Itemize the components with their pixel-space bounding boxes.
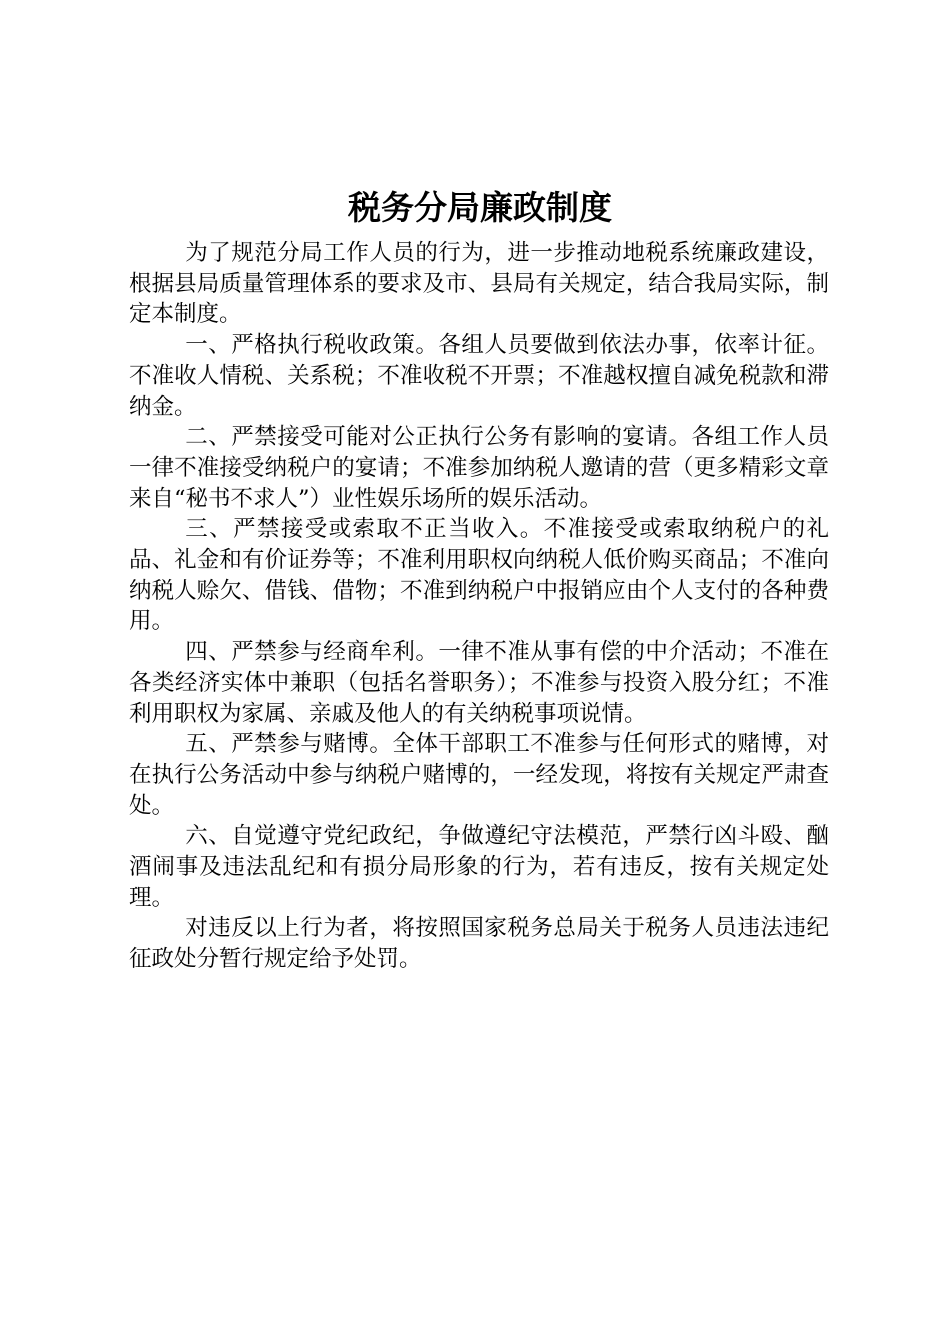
paragraph-rule-2: 二、严禁接受可能对公正执行公务有影响的宴请。各组工作人员一律不准接受纳税户的宴请；不准参加纳税人邀请的营（更多精彩文章来自“秘书不求人”）业性娱乐场所的娱乐活动。 — [129, 424, 829, 512]
paragraph-rule-1: 一、严格执行税收政策。各组人员要做到依法办事，依率计征。不准收人情税、关系税；不准收税不开票；不准越权擅自减免税款和滞纳金。 — [129, 332, 829, 420]
paragraph-rule-4: 四、严禁参与经商牟利。一律不准从事有偿的中介活动；不准在各类经济实体中兼职（包括名誉职务）；不准参与投资入股分红；不准利用职权为家属、亲戚及他人的有关纳税事项说情。 — [129, 639, 829, 727]
paragraph-penalty: 对违反以上行为者，将按照国家税务总局关于税务人员违法违纪征政处分暂行规定给予处罚。 — [129, 915, 829, 973]
paragraph-rule-3: 三、严禁接受或索取不正当收入。不准接受或索取纳税户的礼品、礼金和有价证券等；不准利用职权向纳税人低价购买商品；不准向纳税人赊欠、借钱、借物；不准到纳税户中报销应由个人支付的各种费用。 — [129, 516, 829, 635]
paragraph-intro: 为了规范分局工作人员的行为，进一步推动地税系统廉政建设，根据县局质量管理体系的要求及市、县局有关规定，结合我局实际，制定本制度。 — [129, 240, 829, 328]
paragraph-rule-6: 六、自觉遵守党纪政纪，争做遵纪守法模范，严禁行凶斗殴、酗酒闹事及违法乱纪和有损分局形象的行为，若有违反，按有关规定处理。 — [129, 823, 829, 911]
document-body — [129, 238, 829, 975]
paragraph-rule-5: 五、严禁参与赌博。全体干部职工不准参与任何形式的赌博，对在执行公务活动中参与纳税户赌博的，一经发现，将按有关规定严肃查处。 — [129, 731, 829, 819]
document-title: 税务分局廉政制度 — [348, 188, 612, 227]
